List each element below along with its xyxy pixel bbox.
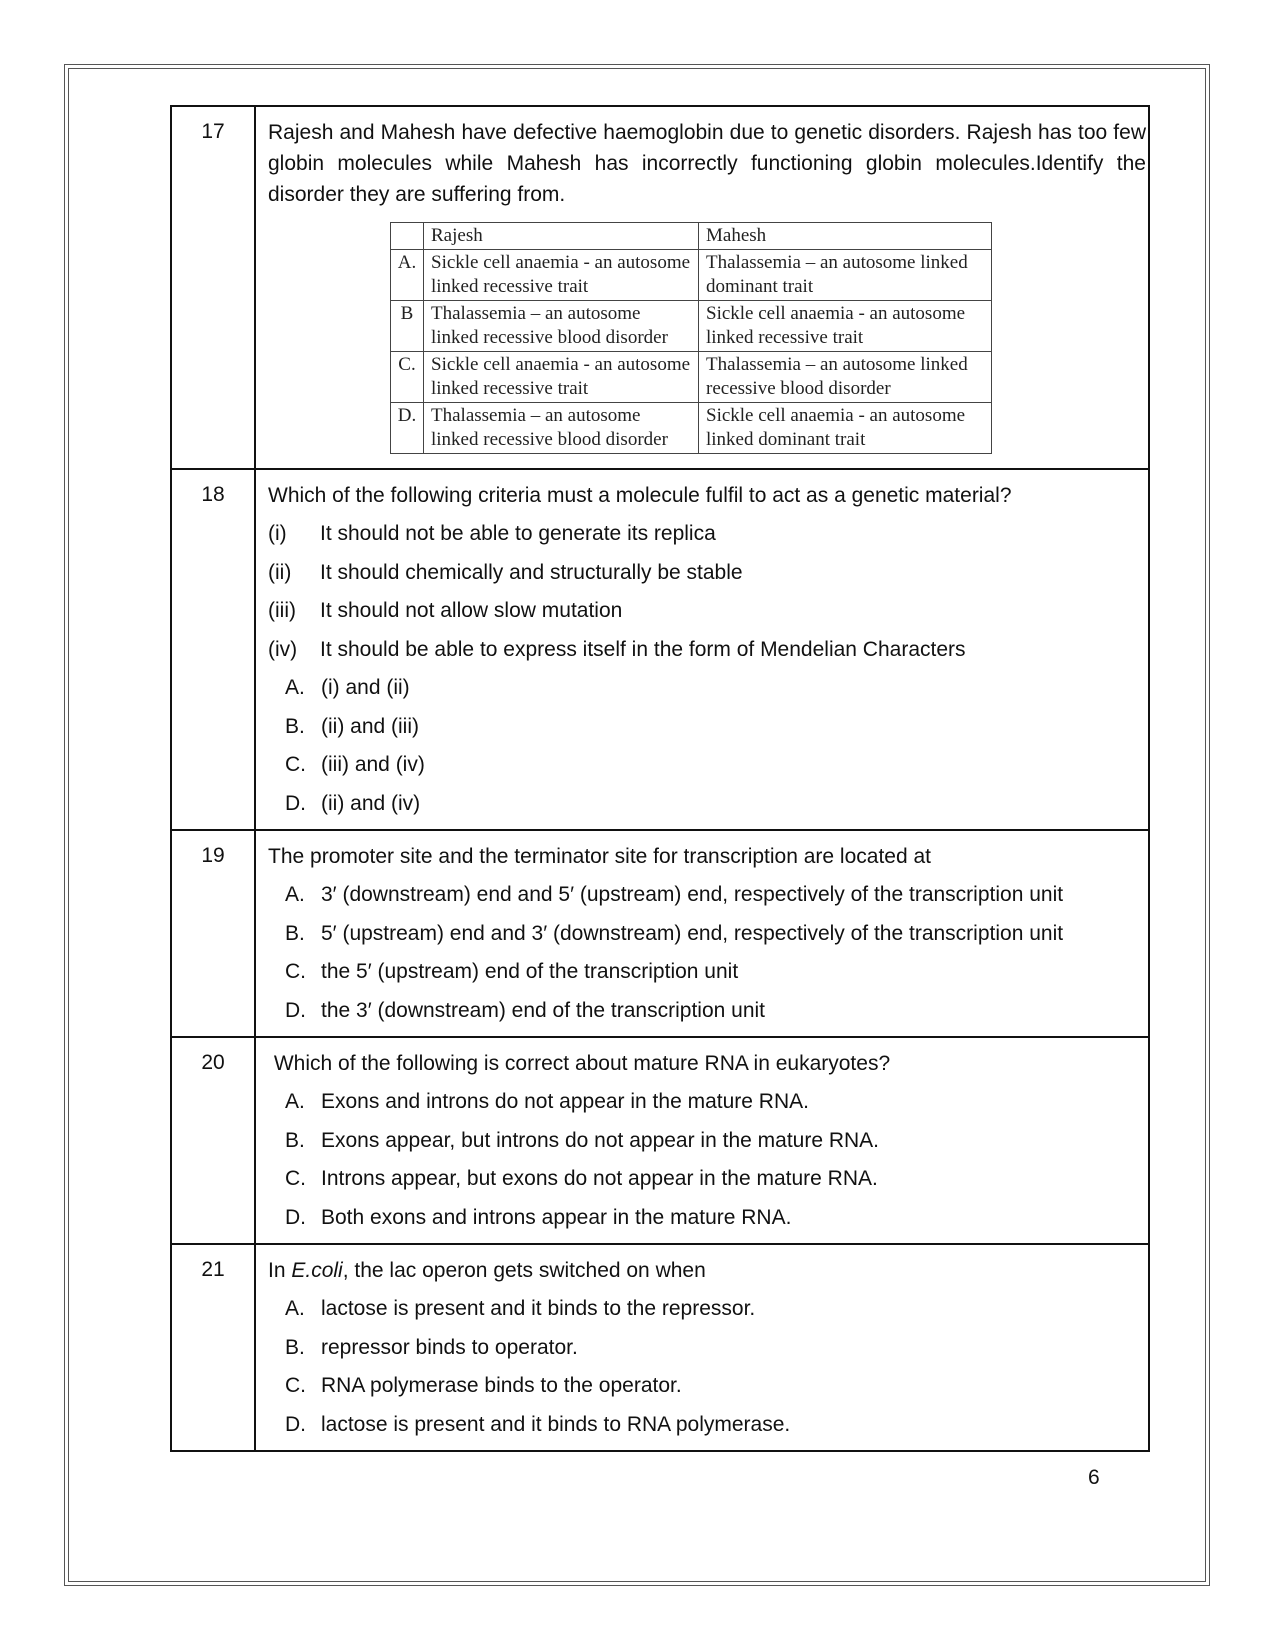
option-text: Exons and introns do not appear in the mature RNA. (321, 1090, 809, 1114)
criterion-label: (ii) (268, 560, 292, 584)
option-item (268, 1160, 1148, 1199)
disorder-table-header (391, 223, 992, 250)
option-item (268, 953, 1148, 992)
mahesh-cell: Sickle cell anaemia - an autosome linked dominant trait (699, 403, 992, 454)
option-text: lactose is present and it binds to the repressor. (321, 1297, 756, 1321)
organism-name: E.coli (291, 1259, 343, 1282)
question-body (255, 106, 1149, 469)
criterion-text: It should not allow slow mutation (320, 599, 623, 623)
option-text: repressor binds to operator. (321, 1335, 578, 1359)
option-item (268, 746, 1148, 785)
question-number: 20 (171, 1037, 255, 1244)
mahesh-cell: Thalassemia – an autosome linked recessive blood disorder (699, 352, 992, 403)
rajesh-cell: Thalassemia – an autosome linked recessive blood disorder (424, 301, 699, 352)
option-label: A. (285, 1297, 305, 1321)
criterion-label: (iv) (268, 637, 298, 661)
question-number: 19 (171, 830, 255, 1037)
option-label: B. (285, 921, 305, 945)
rajesh-cell: Sickle cell anaemia - an autosome linked recessive trait (424, 352, 699, 403)
disorder-table (390, 222, 992, 454)
question-number: 21 (171, 1244, 255, 1451)
stem-suffix: , the lac operon gets switched on when (342, 1259, 706, 1282)
criterion-label: (i) (268, 522, 287, 546)
question-row (171, 469, 1149, 830)
option-label: B. (285, 714, 305, 738)
page-number: 6 (1088, 1466, 1100, 1489)
option-text: (i) and (ii) (321, 676, 410, 700)
criterion-text: It should be able to express itself in the form of Mendelian Characters (320, 637, 966, 661)
disorder-row (391, 250, 992, 301)
option-label: A. (285, 676, 305, 700)
question-body (255, 1037, 1149, 1244)
question-number: 17 (171, 106, 255, 469)
mahesh-cell: Thalassemia – an autosome linked dominant trait (699, 250, 992, 301)
row-letter: A. (391, 250, 424, 301)
row-letter: C. (391, 352, 424, 403)
disorder-row (391, 403, 992, 454)
question-row (171, 1037, 1149, 1244)
disorder-row (391, 301, 992, 352)
option-label: A. (285, 883, 305, 907)
option-item (268, 1199, 1148, 1238)
criterion-text: It should not be able to generate its replica (320, 522, 716, 546)
option-item (268, 1122, 1148, 1161)
option-text: Both exons and introns appear in the mature RNA. (321, 1205, 792, 1229)
option-item (268, 992, 1148, 1031)
criterion-item (268, 592, 1148, 631)
criterion-item (268, 631, 1148, 670)
question-stem: Which of the following is correct about mature RNA in eukaryotes? (268, 1052, 891, 1075)
header-mahesh: Mahesh (699, 223, 992, 250)
option-label: C. (285, 1167, 306, 1191)
option-text: RNA polymerase binds to the operator. (321, 1374, 682, 1398)
option-item (268, 708, 1148, 747)
option-item (268, 1083, 1148, 1122)
option-text: lactose is present and it binds to RNA polymerase. (321, 1412, 791, 1436)
criterion-text: It should chemically and structurally be stable (320, 560, 743, 584)
option-text: the 3′ (downstream) end of the transcription unit (321, 998, 766, 1022)
option-text: (ii) and (iv) (321, 791, 421, 815)
option-label: D. (285, 791, 306, 815)
question-stem: The promoter site and the terminator site for transcription are located at (268, 845, 931, 868)
option-label: B. (285, 1335, 305, 1359)
option-item (268, 915, 1148, 954)
question-body (255, 469, 1149, 830)
option-label: D. (285, 998, 306, 1022)
option-label: D. (285, 1412, 306, 1436)
option-label: C. (285, 960, 306, 984)
question-stem (268, 1255, 1148, 1286)
option-item (268, 1367, 1148, 1406)
option-text: (ii) and (iii) (321, 714, 420, 738)
questions-table (170, 105, 1150, 1452)
question-stem: Which of the following criteria must a molecule fulfil to act as a genetic material? (268, 484, 1012, 507)
option-item (268, 1406, 1148, 1445)
option-item (268, 785, 1148, 824)
question-row (171, 1244, 1149, 1451)
option-label: B. (285, 1128, 305, 1152)
option-text: Exons appear, but introns do not appear in the mature RNA. (321, 1128, 880, 1152)
disorder-row (391, 352, 992, 403)
criterion-item (268, 515, 1148, 554)
question-row (171, 106, 1149, 469)
rajesh-cell: Thalassemia – an autosome linked recessive blood disorder (424, 403, 699, 454)
header-rajesh: Rajesh (424, 223, 699, 250)
question-number: 18 (171, 469, 255, 830)
option-text: Introns appear, but exons do not appear in the mature RNA. (321, 1167, 878, 1191)
option-label: C. (285, 753, 306, 777)
criterion-item (268, 554, 1148, 593)
option-item (268, 1290, 1148, 1329)
criterion-label: (iii) (268, 599, 296, 623)
question-body (255, 1244, 1149, 1451)
question-row (171, 830, 1149, 1037)
option-label: A. (285, 1090, 305, 1114)
question-stem: Rajesh and Mahesh have defective haemoglobin due to genetic disorders. Rajesh has too few globin molecules while Mahesh has incorrectly functioning globin molecules.Identify the disorder they are suffering from. (268, 121, 1146, 206)
row-letter: B (391, 301, 424, 352)
mahesh-cell: Sickle cell anaemia - an autosome linked recessive trait (699, 301, 992, 352)
option-text: 5′ (upstream) end and 3′ (downstream) end, respectively of the transcription unit (321, 921, 1064, 945)
header-blank (391, 223, 424, 250)
question-body (255, 830, 1149, 1037)
row-letter: D. (391, 403, 424, 454)
option-label: D. (285, 1205, 306, 1229)
option-label: C. (285, 1374, 306, 1398)
option-text: the 5′ (upstream) end of the transcription unit (321, 960, 739, 984)
option-item (268, 1329, 1148, 1368)
rajesh-cell: Sickle cell anaemia - an autosome linked recessive trait (424, 250, 699, 301)
option-item (268, 876, 1148, 915)
option-item (268, 669, 1148, 708)
stem-prefix: In (268, 1259, 292, 1282)
option-text: (iii) and (iv) (321, 753, 425, 777)
option-text: 3′ (downstream) end and 5′ (upstream) end, respectively of the transcription unit (321, 883, 1064, 907)
